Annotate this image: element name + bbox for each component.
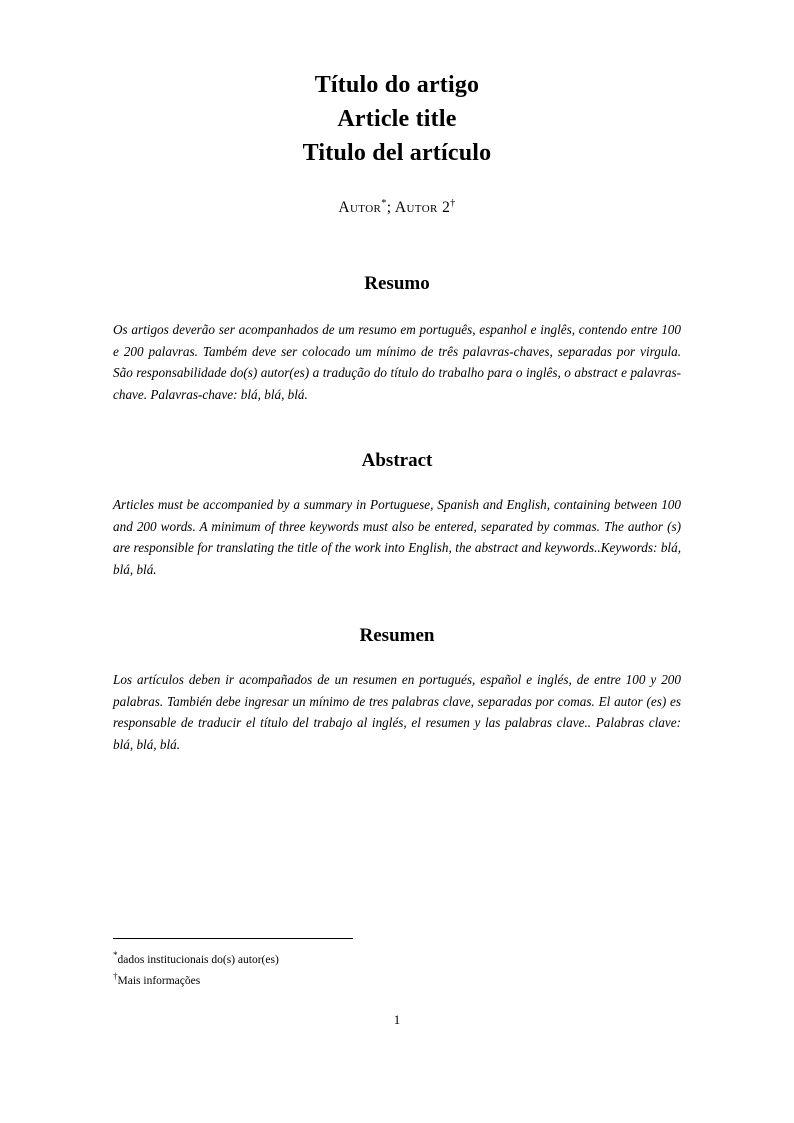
page-number: 1: [393, 1012, 401, 1027]
footnote-mark-2: †: [113, 971, 118, 982]
footnote-divider: [113, 938, 353, 939]
author-footnote-mark-2: †: [450, 198, 456, 209]
footnote-text-2: Mais informações: [117, 975, 201, 988]
section-body-abstract: Articles must be accompanied by a summary in Portuguese, Spanish and English, containing between 100 and 200 words. A minimum of three keywords must also be entered, separated by commas. The author (s) are responsible for translating the title of the work into English, the abstract and keywords..Keywords: blá, blá, blá.: [113, 497, 681, 577]
section-heading-resumen: Resumen: [359, 625, 435, 647]
footnote-text-1: dados institucionais do(s) autor(es): [117, 953, 279, 966]
section-body-resumo: Os artigos deverão ser acompanhados de um resumo em português, espanhol e inglês, contendo entre 100 e 200 palavras. Também deve ser colocado um mínimo de três palavras-chaves, separadas por virgula. São responsabilidade do(s) autor(es) a tradução do título do trabalho para o inglês, o abstract e palavras-chave. Palavras-chave: blá, blá, blá.: [113, 322, 681, 402]
footnote-mark-1: *: [113, 950, 118, 960]
page-title-pt: Título do artigo: [314, 72, 480, 98]
author-name-2: Autor 2: [394, 199, 451, 217]
section-body-resumen: Los artículos deben ir acompañados de un resumen en portugués, español e inglés, de entre 100 y 200 palabras. También debe ingresar un mínimo de tres palabras clave, separadas por comas. El autor (es) es responsable de traducir el título del trabajo al inglés, el resumen y las palabras clave.. Palabras clave: blá, blá, blá.: [113, 672, 681, 752]
footnote-area: [113, 938, 681, 990]
page-title-en: Article title: [337, 106, 457, 132]
page-title-es: Titulo del artículo: [302, 140, 492, 166]
author-list: [113, 198, 681, 217]
author-footnote-mark-1: *: [381, 198, 387, 209]
section-heading-abstract: Abstract: [361, 450, 433, 472]
title-block: [113, 68, 681, 170]
section-heading-resumo: Resumo: [364, 273, 430, 295]
footnote-1: [113, 947, 681, 968]
author-name-1: Autor: [338, 199, 382, 217]
footnote-2: [113, 968, 681, 989]
page-content: [113, 0, 681, 755]
author-separator: ;: [386, 199, 395, 217]
